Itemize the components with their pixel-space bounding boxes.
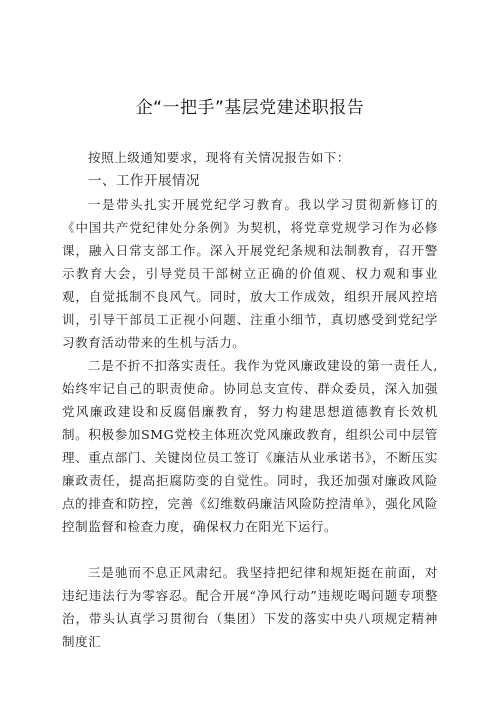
paragraph-3: 三是驰而不息正风肃纪。我坚持把纪律和规矩挺在前面，对违纪违法行为零容忍。配合开展“净风行动”违规吃喝问题专项整治，带头认真学习贯彻台（集团）下发的落实中央八项规定精神制度汇: [62, 565, 438, 649]
section-heading: 一、工作开展情况: [88, 173, 200, 189]
intro-paragraph: 按照上级通知要求，现将有关情况报告如下：: [88, 150, 351, 165]
document-title: 企“一把手”基层党建述职报告: [135, 98, 365, 118]
paragraph-1: 一是带头扎实开展党纪学习教育。我以学习贯彻新修订的《中国共产党纪律处分条例》为契机，将党章党规学习作为必修课，融入日常支部工作。深入开展党纪条规和法制教育，召开警示教育大会，引导党员干部树立正确的价值观、权力观和事业观，自觉抵制不良风气。同时，放大工作成效，组织开展风控培训，引导干部员工正视小问题、注重小细节，真切感受到党纪学习教育活动带来的生机与活力。: [62, 197, 438, 350]
paragraph-2: 二是不折不扣落实责任。我作为党风廉政建设的第一责任人,始终牢记自己的职责使命。协同总支宣传、群众委员，深入加强党风廉政建设和反腐倡廉教育，努力构建思想道德教育长效机制。积极参加SMG党校主体班次党风廉政教育，组织公司中层管理、重点部门、关键岗位员工签订《廉洁从业承诺书》，不断压实廉政责任，提高拒腐防变的自觉性。同时，我还加强对廉政风险点的排查和防控，完善《幻维数码廉洁风险防控清单》，强化风险控制监督和检查力度，确保权力在阳光下运行。: [62, 358, 438, 534]
